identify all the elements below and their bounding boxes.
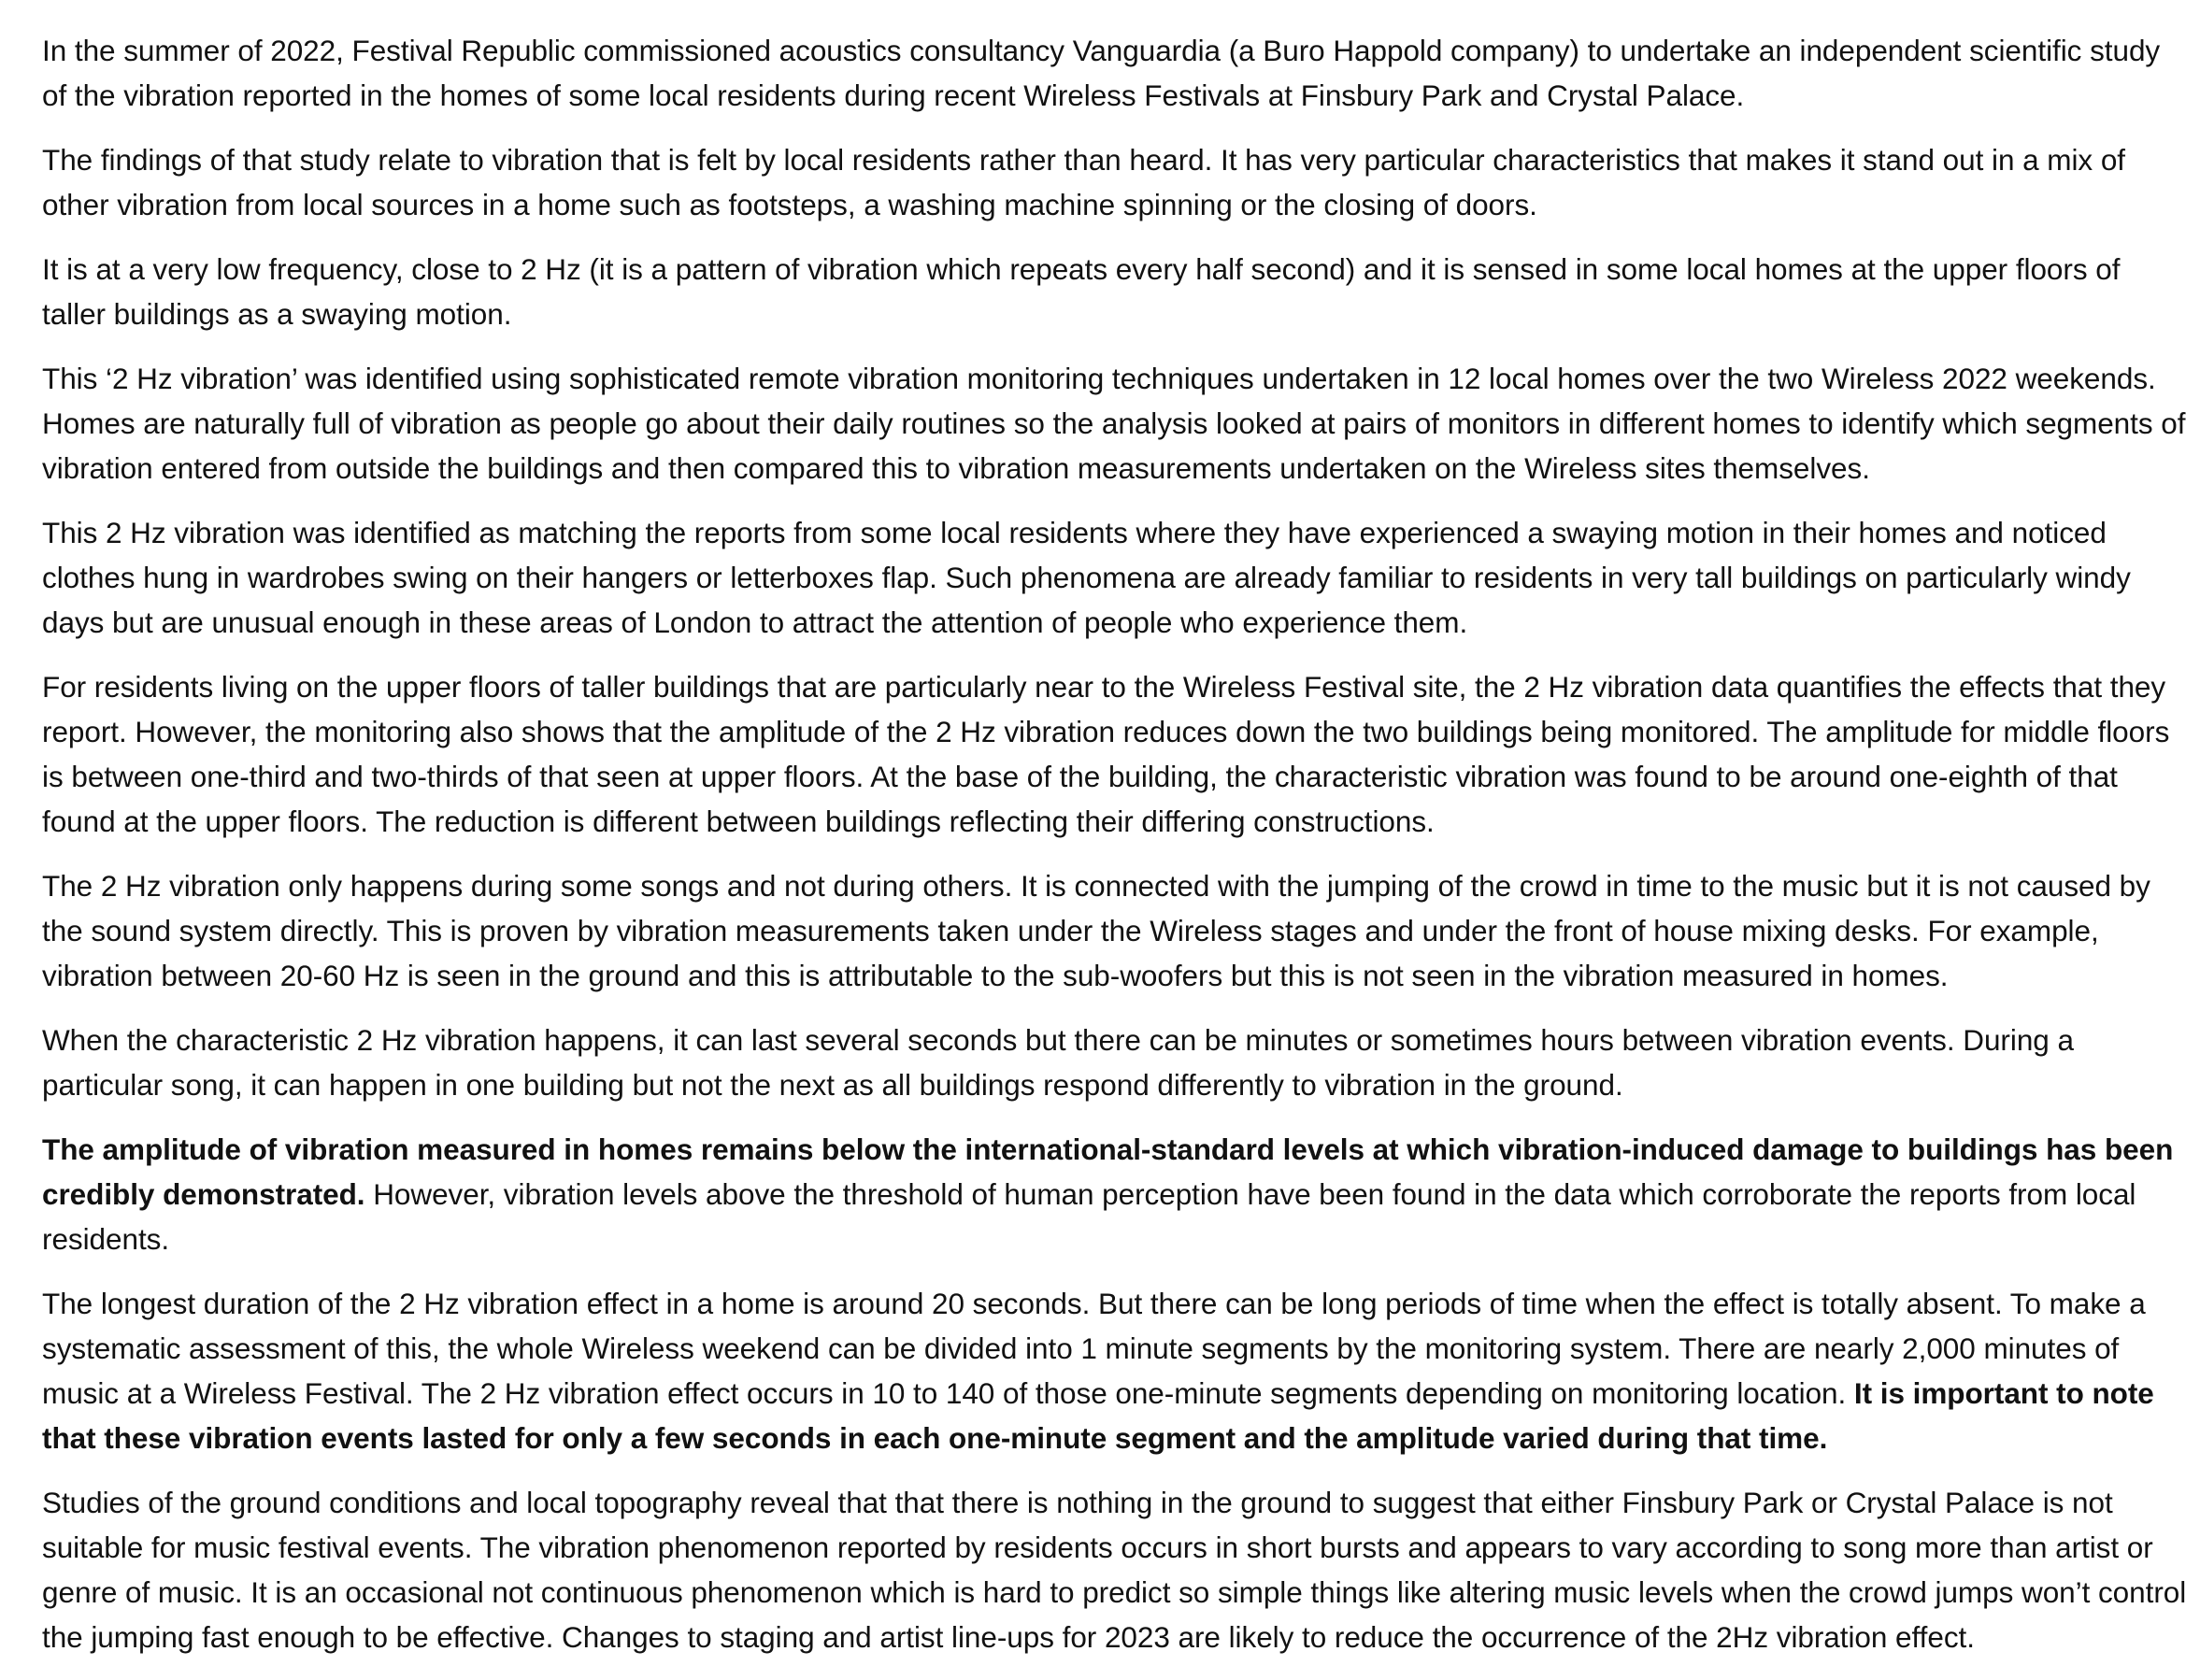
article-body: [42, 28, 2191, 1659]
bold-text-run: It is important to note that these vibration events lasted for only a few seconds in each one-minute segment and the amplitude varied during that time.: [42, 1376, 2154, 1455]
paragraph-6: [42, 664, 2191, 844]
paragraph-5: [42, 510, 2191, 645]
text-run: This ‘2 Hz vibration’ was identified using sophisticated remote vibration monitoring techniques undertaken in 12 local homes over the two Wireless 2022 weekends. Homes are naturally full of vibration as people go about their daily routines so the analysis looked at pairs of monitors in different homes to identify which segments of vibration entered from outside the buildings and then compared this to vibration measurements undertaken on the Wireless sites themselves.: [42, 362, 2186, 485]
text-run: It is at a very low frequency, close to 2 Hz (it is a pattern of vibration which repeats every half second) and it is sensed in some local homes at the upper floors of taller buildings as a swaying motion.: [42, 252, 2121, 331]
paragraph-1: [42, 28, 2191, 118]
text-run: However, vibration levels above the threshold of human perception have been found in the data which corroborate the reports from local residents.: [42, 1177, 2136, 1256]
text-run: The 2 Hz vibration only happens during some songs and not during others. It is connected with the jumping of the crowd in time to the music but it is not caused by the sound system directly. This is proven by vibration measurements taken under the Wireless stages and under the front of house mixing desks. For example, vibration between 20-60 Hz is seen in the ground and this is attributable to the sub-woofers but this is not seen in the vibration measured in homes.: [42, 869, 2150, 992]
paragraph-2: [42, 137, 2191, 227]
paragraph-9: [42, 1127, 2191, 1261]
text-run: The findings of that study relate to vibration that is felt by local residents rather than heard. It has very particular characteristics that makes it stand out in a mix of other vibration from local sources in a home such as footsteps, a washing machine spinning or the closing of doors.: [42, 143, 2125, 221]
text-run: In the summer of 2022, Festival Republic commissioned acoustics consultancy Vanguardia (a Buro Happold company) to undertake an independent scientific study of the vibration reported in the homes of some local residents during recent Wireless Festivals at Finsbury Park and Crystal Palace.: [42, 34, 2161, 112]
text-run: The longest duration of the 2 Hz vibration effect in a home is around 20 seconds. But there can be long periods of time when the effect is totally absent. To make a systematic assessment of this, the whole Wireless weekend can be divided into 1 minute segments by the monitoring system. There are nearly 2,000 minutes of music at a Wireless Festival. The 2 Hz vibration effect occurs in 10 to 140 of those one-minute segments depending on monitoring location.: [42, 1287, 2146, 1410]
text-run: When the characteristic 2 Hz vibration happens, it can last several seconds but there can be minutes or sometimes hours between vibration events. During a particular song, it can happen in one building but not the next as all buildings respond differently to vibration in the ground.: [42, 1023, 2074, 1102]
paragraph-10: [42, 1281, 2191, 1460]
bold-text-run: The amplitude of vibration measured in homes remains below the international-standard levels at which vibration-induced damage to buildings has been credibly demonstrated.: [42, 1132, 2174, 1211]
text-run: This 2 Hz vibration was identified as matching the reports from some local residents where they have experienced a swaying motion in their homes and noticed clothes hung in wardrobes swing on their hangers or letterboxes flap. Such phenomena are already familiar to residents in very tall buildings on particularly windy days but are unusual enough in these areas of London to attract the attention of people who experience them.: [42, 516, 2131, 639]
paragraph-4: [42, 356, 2191, 491]
text-run: For residents living on the upper floors of taller buildings that are particularly near to the Wireless Festival site, the 2 Hz vibration data quantifies the effects that they report. However, the monitoring also shows that the amplitude of the 2 Hz vibration reduces down the two buildings being monitored. The amplitude for middle floors is between one-third and two-thirds of that seen at upper floors. At the base of the building, the characteristic vibration was found to be around one-eighth of that found at the upper floors. The reduction is different between buildings reflecting their differing constructions.: [42, 670, 2170, 838]
paragraph-11: [42, 1480, 2191, 1659]
paragraph-7: [42, 863, 2191, 998]
paragraph-3: [42, 247, 2191, 336]
paragraph-8: [42, 1018, 2191, 1107]
text-run: Studies of the ground conditions and local topography reveal that that there is nothing in the ground to suggest that either Finsbury Park or Crystal Palace is not suitable for music festival events. The vibration phenomenon reported by residents occurs in short bursts and appears to vary according to song more than artist or genre of music. It is an occasional not continuous phenomenon which is hard to predict so simple things like altering music levels when the crowd jumps won’t control the jumping fast enough to be effective. Changes to staging and artist line-ups for 2023 are likely to reduce the occurrence of the 2Hz vibration effect.: [42, 1486, 2187, 1654]
